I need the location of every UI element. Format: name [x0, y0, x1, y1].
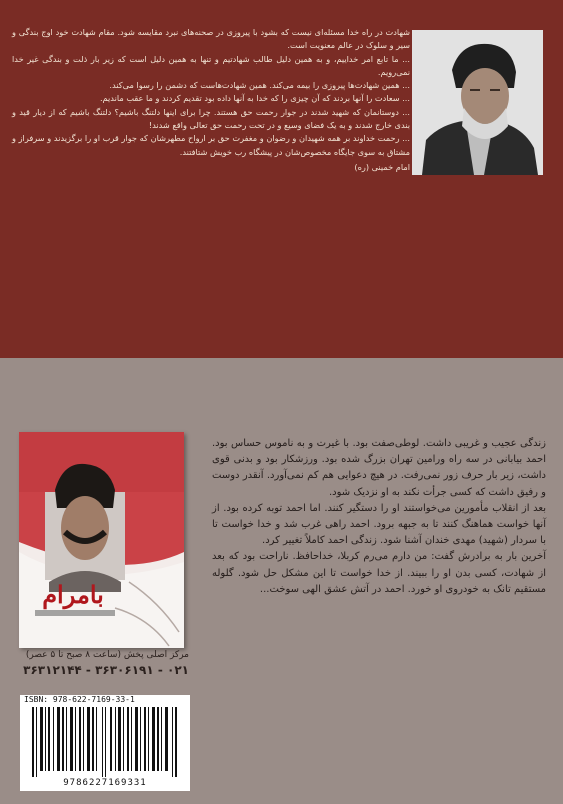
distribution-phone: ۰۲۱ - ۳۶۳۰۶۱۹۱ - ۳۶۳۱۲۱۴۴: [23, 663, 189, 677]
isbn-digits: 9786227169331: [63, 778, 147, 788]
isbn-barcode-box: [20, 695, 190, 791]
body-text: [212, 436, 546, 598]
distribution-center-label: مرکز اصلی پخش (ساعت ۸ صبح تا ۵ عصر): [25, 650, 189, 660]
portrait-photo: [412, 30, 543, 175]
quote-paragraph: ... رحمت خداوند بر همه شهیدان و رضوان و مغفرت حق بر ارواح مطهرشان که جوار قرب او را برگزیدند و سرفراز و مشتاق به سوی جایگاه مخصوص‌شان در پیشگاه رب خویش شتافتند.: [12, 133, 410, 157]
body-paragraph: آخرین بار به برادرش گفت: من دارم می‌رم کربلا، خداحافظ. ناراحت بود که بعد از شهادت، کسی بدن او را ببیند. از خدا خواست تا این مشکل حل شود. گلوله مستقیم تانک به خودروی او خورد. احمد در آتش عشق الهی سوخت...: [212, 551, 546, 595]
book-title: بامرام: [42, 580, 104, 609]
quote-text: [12, 26, 410, 174]
quote-signature: امام خمینی (ره): [354, 161, 410, 172]
quote-panel: [0, 0, 563, 358]
quote-paragraph: ... ما تابع امر خداییم، و به همین دلیل طالب شهادتیم و تنها به همین دلیل است که زیر بار ذلت و بندگی غیر خدا نمی‌رویم.: [12, 53, 410, 77]
barcode-icon: [30, 707, 180, 777]
isbn-label: ISBN: 978-622-7169-33-1: [24, 695, 135, 704]
quote-paragraph: ... همین شهادت‌ها پیروزی را بیمه می‌کند. همین شهادت‌هاست که دشمن را رسوا می‌کند.: [109, 80, 410, 91]
quote-paragraph: ... سعادت را آنها بردند که آن چیزی را که خدا به آنها داده بود تقدیم کردند و ما عقب ماندیم.: [99, 93, 410, 104]
book-cover-thumbnail: [19, 432, 184, 648]
body-paragraph: بعد از انقلاب مأمورین می‌خواستند او را دستگیر کنند. اما احمد توبه کرده بود. از آنها خواست هماهنگ کنند تا به جبهه برود. احمد راهی غرب شد و خدا خواست تا با سردار (شهید) مهدی خندان آشنا شود. زندگی احمد کاملاً تغییر کرد.: [212, 502, 546, 547]
quote-paragraph: ... دوستانمان که شهید شدند در جوار رحمت حق هستند. چرا برای اینها دلتنگ باشیم؟ دلتنگ باشیم که از دیار قید و بندی خارج شدند و به یک فضای وسیع و در تحت رحمت حق تعالی واقع شدند!: [12, 106, 410, 131]
distribution-info: [19, 648, 189, 679]
quote-paragraph: شهادت در راه خدا مسئله‌ای نیست که بشود با پیروزی در صحنه‌های نبرد مقایسه شود. مقام شهادت خود اوج بندگی و سیر و سلوک در عالم معنویت است.: [12, 27, 410, 51]
body-paragraph: زندگی عجیب و غریبی داشت. لوطی‌صفت بود. با غیرت و به ناموس حساس بود. احمد بیابانی در سه راه ورامین تهران بزرگ شده بود. ورزشکار بود و بدنی قوی داشت، زیر بار حرف زور نمی‌رفت. در هیچ دعوایی هم کم نمی‌آورد. آنقدر دوست و رفیق داشت که کسی جرأت نکند به او نزدیک شود.: [212, 438, 546, 498]
book-subtitle-mark: [35, 610, 115, 616]
